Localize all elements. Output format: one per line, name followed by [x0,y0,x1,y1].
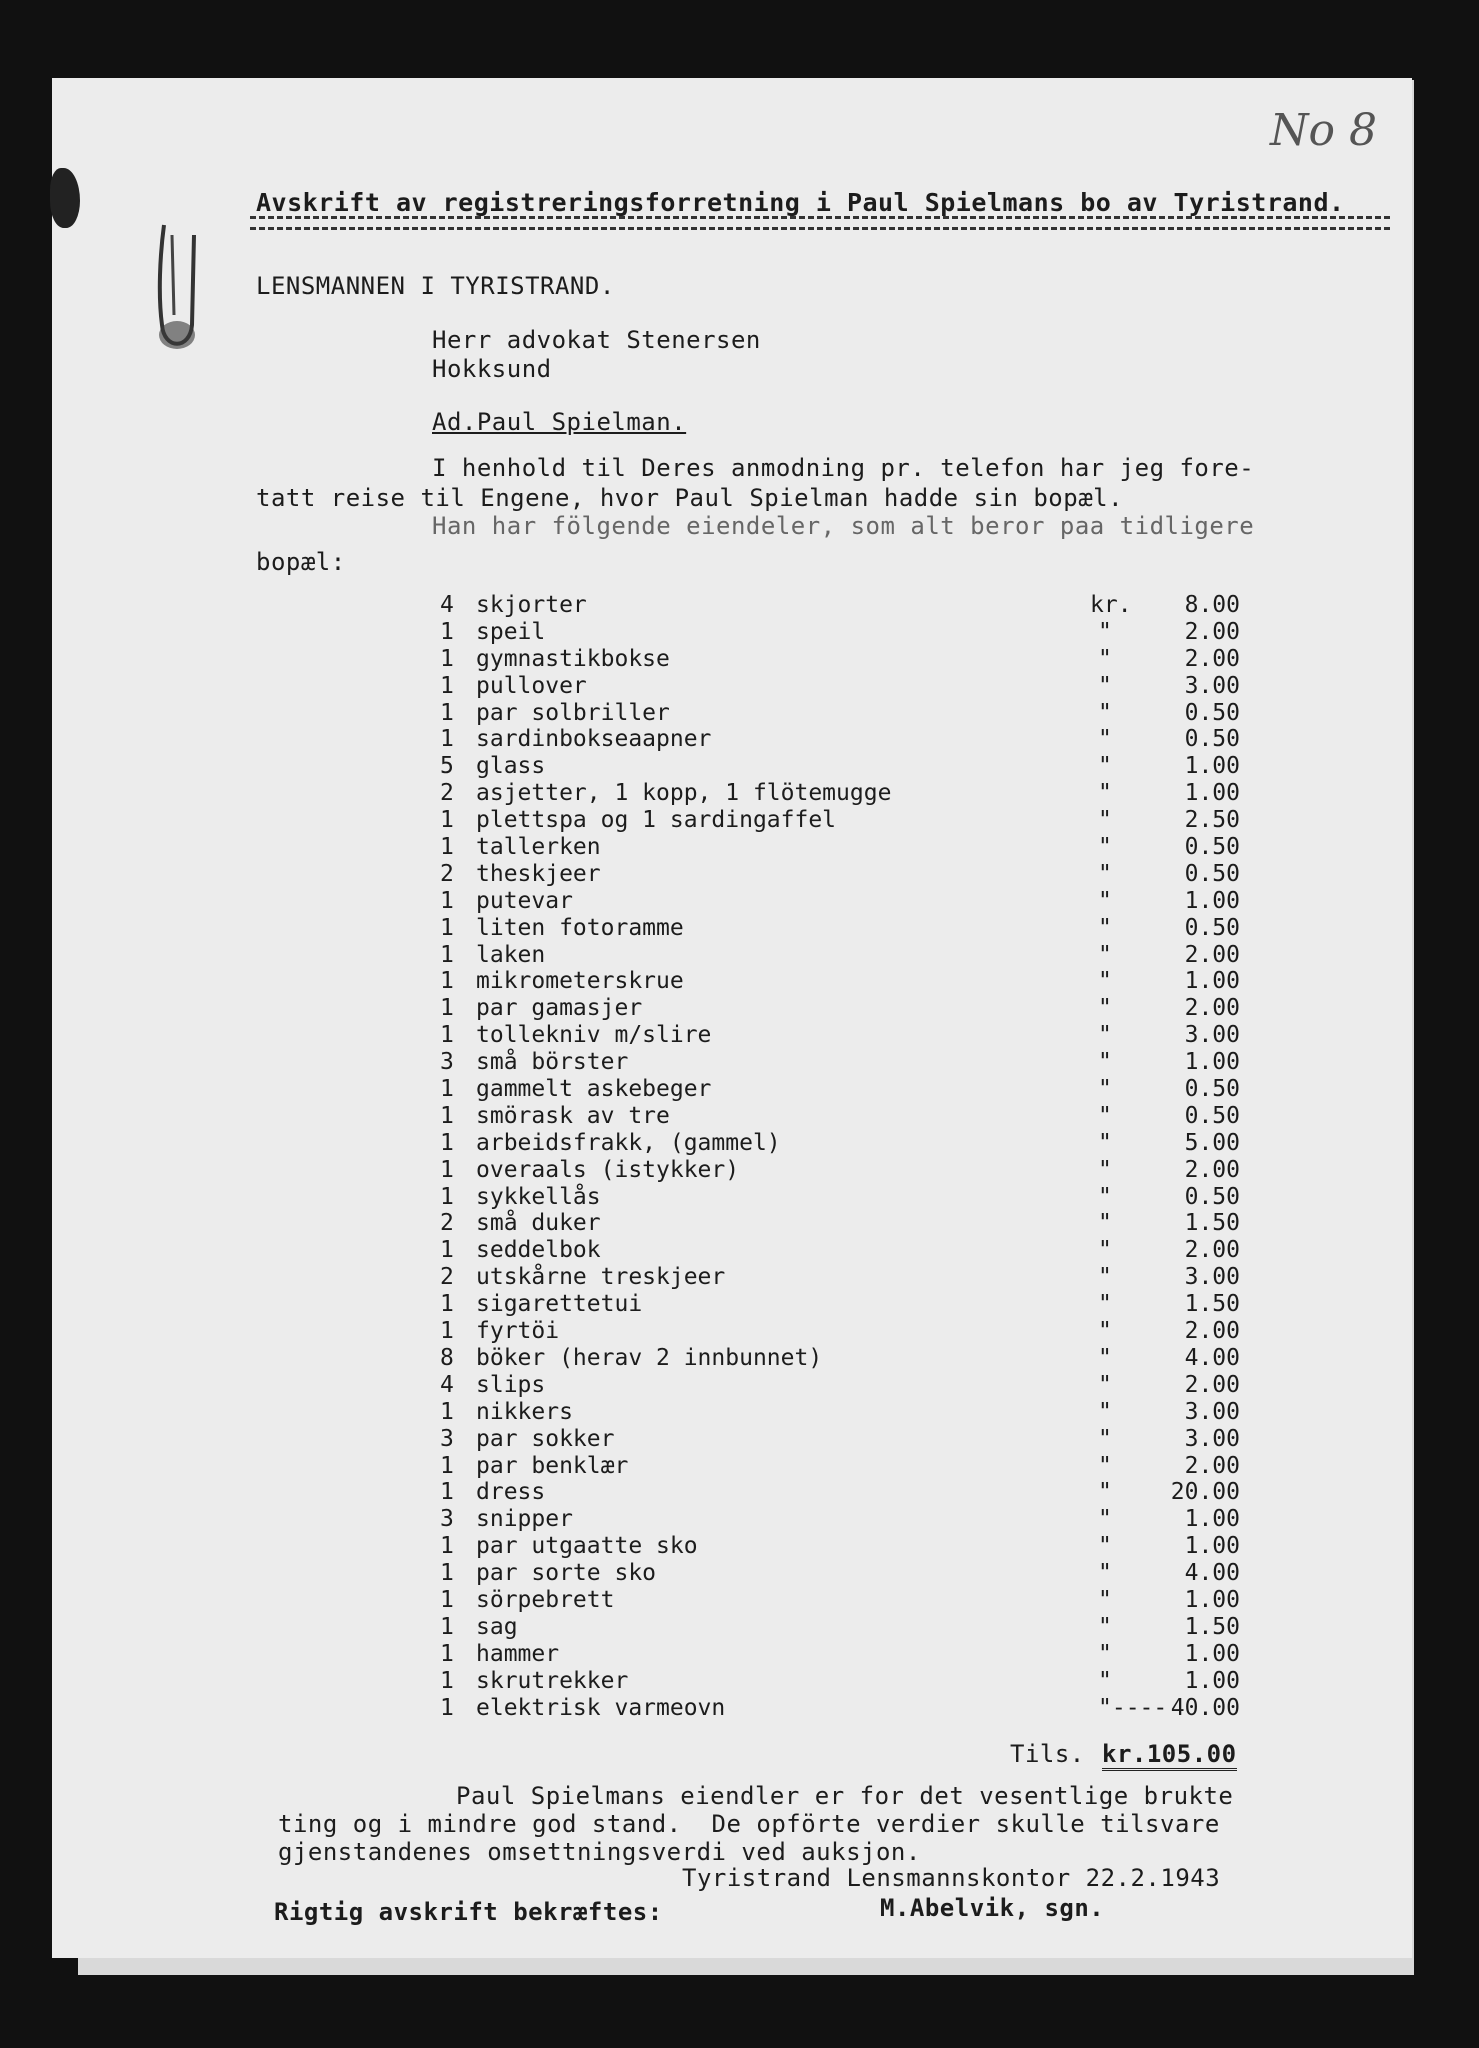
list-item [440,1130,1260,1157]
ditto-mark: " [1098,1102,1112,1129]
closing-line-1: Paul Spielmans eiendler er for det vesentlige brukte [456,1782,1234,1810]
ditto-mark: " [1098,1183,1112,1210]
list-item [440,673,1260,700]
ditto-mark: " [1098,1344,1112,1371]
intro-line-2: tatt reise til Engene, hvor Paul Spielman hadde sin bopæl. [256,484,1124,512]
item-amount: 0.50 [1184,699,1240,726]
ditto-mark: " [1098,1291,1112,1318]
list-item [440,1345,1260,1372]
paperclip-icon [150,215,204,365]
item-quantity: 1 [440,914,454,941]
item-description: par sokker [476,1425,615,1452]
item-amount: 3.00 [1184,672,1240,699]
item-amount: 2.00 [1184,1371,1240,1398]
item-description: smörask av tre [476,1102,670,1129]
item-quantity: 1 [440,1291,454,1318]
total-value: kr.105.00 [1102,1740,1237,1771]
ditto-mark: " [1098,726,1112,753]
item-amount: 0.50 [1184,1102,1240,1129]
item-description: elektrisk varmeovn [476,1694,726,1721]
list-item [440,1533,1260,1560]
ditto-mark: " [1098,1586,1112,1613]
item-description: laken [476,941,546,968]
item-amount: 1.00 [1184,1049,1240,1076]
document-number: No 8 [1270,105,1377,156]
ditto-mark: " [1098,1156,1112,1183]
item-amount: 2.00 [1184,1156,1240,1183]
item-quantity: 4 [440,1371,454,1398]
ditto-mark: " [1098,618,1112,645]
item-quantity: 1 [440,699,454,726]
ditto-mark: "---- [1098,1694,1168,1721]
ditto-mark: " [1098,1237,1112,1264]
item-quantity: 1 [440,1640,454,1667]
list-item [440,1479,1260,1506]
ditto-mark: " [1098,887,1112,914]
item-description: mikrometerskrue [476,968,684,995]
item-description: gammelt askebeger [476,1076,712,1103]
item-quantity: 1 [440,1613,454,1640]
item-amount: 2.00 [1184,1452,1240,1479]
list-item [440,1022,1260,1049]
item-description: böker (herav 2 innbunnet) [476,1344,823,1371]
item-quantity: 2 [440,780,454,807]
item-description: arbeidsfrakk, (gammel) [476,1129,781,1156]
item-quantity: 1 [440,968,454,995]
list-item [440,1399,1260,1426]
item-quantity: 1 [440,1586,454,1613]
item-amount: 1.50 [1184,1613,1240,1640]
item-amount: 1.50 [1184,1291,1240,1318]
item-quantity: 3 [440,1506,454,1533]
list-item [440,1560,1260,1587]
item-quantity: 1 [440,1102,454,1129]
item-quantity: 1 [440,618,454,645]
currency-label: kr. [1090,592,1132,618]
list-item [440,1076,1260,1103]
item-description: snipper [476,1506,573,1533]
item-quantity: 1 [440,645,454,672]
item-quantity: 2 [440,1210,454,1237]
ditto-mark: " [1098,645,1112,672]
item-amount: 2.50 [1184,807,1240,834]
item-amount: 8.00 [1184,592,1240,618]
item-amount: 1.00 [1184,1506,1240,1533]
ditto-mark: " [1098,1371,1112,1398]
item-description: par utgaatte sko [476,1533,698,1560]
item-quantity: 1 [440,1667,454,1694]
item-description: pullover [476,672,587,699]
list-item [440,968,1260,995]
list-item [440,1184,1260,1211]
item-amount: 0.50 [1184,726,1240,753]
item-quantity: 1 [440,834,454,861]
item-quantity: 8 [440,1344,454,1371]
item-amount: 2.00 [1184,941,1240,968]
item-amount: 5.00 [1184,1129,1240,1156]
item-description: sag [476,1613,518,1640]
item-description: asjetter, 1 kopp, 1 flötemugge [476,780,892,807]
ditto-mark: " [1098,968,1112,995]
item-description: par benklær [476,1452,629,1479]
ditto-mark: " [1098,1533,1112,1560]
ditto-mark: " [1098,1613,1112,1640]
item-description: slips [476,1371,546,1398]
item-amount: 1.00 [1184,1667,1240,1694]
list-item [440,646,1260,673]
list-item [440,592,1260,619]
item-amount: 2.00 [1184,995,1240,1022]
ditto-mark: " [1098,1210,1112,1237]
ditto-mark: " [1098,1667,1112,1694]
item-amount: 3.00 [1184,1022,1240,1049]
item-amount: 1.00 [1184,753,1240,780]
list-item [440,861,1260,888]
item-quantity: 1 [440,995,454,1022]
item-quantity: 1 [440,1452,454,1479]
ditto-mark: " [1098,1398,1112,1425]
recipient-line-2: Hokksund [432,355,552,383]
ditto-mark: " [1098,1506,1112,1533]
ditto-mark: " [1098,1129,1112,1156]
item-description: hammer [476,1640,560,1667]
list-item [440,753,1260,780]
item-quantity: 1 [440,887,454,914]
item-quantity: 1 [440,1318,454,1345]
item-quantity: 1 [440,807,454,834]
ditto-mark: " [1098,1022,1112,1049]
ditto-mark: " [1098,860,1112,887]
ditto-mark: " [1098,914,1112,941]
item-description: gymnastikbokse [476,645,670,672]
item-amount: 3.00 [1184,1398,1240,1425]
item-amount: 0.50 [1184,914,1240,941]
item-description: sykkellås [476,1183,601,1210]
item-quantity: 2 [440,860,454,887]
ditto-mark: " [1098,1560,1112,1587]
item-amount: 1.00 [1184,780,1240,807]
item-description: plettspa og 1 sardingaffel [476,807,837,834]
item-description: glass [476,753,546,780]
list-item [440,1372,1260,1399]
list-item [440,1587,1260,1614]
ditto-mark: " [1098,1049,1112,1076]
item-quantity: 1 [440,1076,454,1103]
item-quantity: 3 [440,1049,454,1076]
item-quantity: 1 [440,941,454,968]
ditto-mark: " [1098,1425,1112,1452]
closing-line-2: ting og i mindre god stand. De opförte verdier skulle tilsvare [278,1810,1220,1838]
item-description: skrutrekker [476,1667,629,1694]
list-item [440,1291,1260,1318]
item-description: sardinbokseaapner [476,726,712,753]
list-item [440,915,1260,942]
item-quantity: 2 [440,1264,454,1291]
inventory-list [440,592,1260,1721]
subject-line: Ad.Paul Spielman. [432,408,687,436]
ditto-mark: " [1098,1264,1112,1291]
ditto-mark: " [1098,834,1112,861]
ditto-mark: " [1098,780,1112,807]
item-quantity: 1 [440,1022,454,1049]
closing-line-3: gjenstandenes omsettningsverdi ved auksjon. [278,1838,921,1866]
item-description: par solbriller [476,699,670,726]
ditto-mark: " [1098,807,1112,834]
ditto-mark: " [1098,1479,1112,1506]
list-item [440,726,1260,753]
item-amount: 1.50 [1184,1210,1240,1237]
item-quantity: 1 [440,1533,454,1560]
item-description: sörpebrett [476,1586,615,1613]
item-quantity: 1 [440,1237,454,1264]
item-description: seddelbok [476,1237,601,1264]
title-divider [250,216,1390,230]
list-item [440,700,1260,727]
item-amount: 0.50 [1184,1183,1240,1210]
item-amount: 1.00 [1184,968,1240,995]
item-quantity: 1 [440,1479,454,1506]
item-description: sigarettetui [476,1291,643,1318]
item-description: utskårne treskjeer [476,1264,726,1291]
list-item [440,1264,1260,1291]
intro-line-1: I henhold til Deres anmodning pr. telefon har jeg fore- [432,454,1255,482]
item-amount: 20.00 [1170,1479,1240,1506]
item-amount: 2.00 [1184,645,1240,672]
list-item [440,1237,1260,1264]
ditto-mark: " [1098,1640,1112,1667]
list-item [440,1614,1260,1641]
item-description: tollekniv m/slire [476,1022,712,1049]
item-amount: 1.00 [1184,1586,1240,1613]
list-item [440,942,1260,969]
item-description: små börster [476,1049,629,1076]
item-amount: 1.00 [1184,1533,1240,1560]
item-quantity: 1 [440,726,454,753]
item-quantity: 1 [440,1129,454,1156]
item-amount: 2.00 [1184,618,1240,645]
sender: LENSMANNEN I TYRISTRAND. [256,272,615,300]
item-quantity: 1 [440,1183,454,1210]
item-description: overaals (istykker) [476,1156,740,1183]
list-item [440,995,1260,1022]
item-description: putevar [476,887,573,914]
total-label: Tils. [1010,1740,1085,1768]
item-amount: 3.00 [1184,1425,1240,1452]
item-quantity: 4 [440,592,454,618]
item-amount: 1.00 [1184,887,1240,914]
item-amount: 4.00 [1184,1344,1240,1371]
list-item [440,1103,1260,1130]
item-description: tallerken [476,834,601,861]
item-amount: 2.00 [1184,1318,1240,1345]
list-item [440,780,1260,807]
certification: Rigtig avskrift bekræftes: [274,1898,663,1926]
ditto-mark: " [1098,995,1112,1022]
item-description: fyrtöi [476,1318,560,1345]
list-item [440,1157,1260,1184]
item-amount: 3.00 [1184,1264,1240,1291]
list-item [440,1210,1260,1237]
item-amount: 0.50 [1184,834,1240,861]
item-quantity: 1 [440,1398,454,1425]
list-item [440,1426,1260,1453]
ditto-mark: " [1098,753,1112,780]
intro-line-4: bopæl: [256,548,346,576]
list-item [440,1453,1260,1480]
item-quantity: 1 [440,1694,454,1721]
ditto-mark: " [1098,1318,1112,1345]
item-amount: 2.00 [1184,1237,1240,1264]
list-item [440,888,1260,915]
item-quantity: 1 [440,1156,454,1183]
item-description: speil [476,618,546,645]
list-item [440,1695,1260,1722]
intro-line-3: Han har fölgende eiendeler, som alt beror paa tidligere [432,512,1255,540]
item-description: par gamasjer [476,995,643,1022]
item-amount: 1.00 [1184,1640,1240,1667]
document-title: Avskrift av registreringsforretning i Paul Spielmans bo av Tyristrand. [256,188,1345,217]
item-quantity: 1 [440,1560,454,1587]
item-quantity: 5 [440,753,454,780]
item-description: små duker [476,1210,601,1237]
item-description: skjorter [476,592,587,618]
item-amount: 4.00 [1184,1560,1240,1587]
item-amount: 0.50 [1184,860,1240,887]
list-item [440,619,1260,646]
recipient-line-1: Herr advokat Stenersen [432,326,761,354]
place-date: Tyristrand Lensmannskontor 22.2.1943 [682,1864,1221,1892]
list-item [440,1049,1260,1076]
list-item [440,1641,1260,1668]
item-description: par sorte sko [476,1560,657,1587]
item-description: dress [476,1479,546,1506]
list-item [440,1506,1260,1533]
item-description: theskjeer [476,860,601,887]
item-description: nikkers [476,1398,573,1425]
item-amount: 0.50 [1184,1076,1240,1103]
list-item [440,834,1260,861]
ditto-mark: " [1098,672,1112,699]
item-quantity: 3 [440,1425,454,1452]
item-amount: 40.00 [1170,1694,1240,1721]
ditto-mark: " [1098,1076,1112,1103]
ditto-mark: " [1098,699,1112,726]
list-item [440,1668,1260,1695]
list-item [440,1318,1260,1345]
list-item [440,807,1260,834]
item-quantity: 1 [440,672,454,699]
ditto-mark: " [1098,1452,1112,1479]
ditto-mark: " [1098,941,1112,968]
item-description: liten fotoramme [476,914,684,941]
signature: M.Abelvik, sgn. [880,1894,1105,1922]
